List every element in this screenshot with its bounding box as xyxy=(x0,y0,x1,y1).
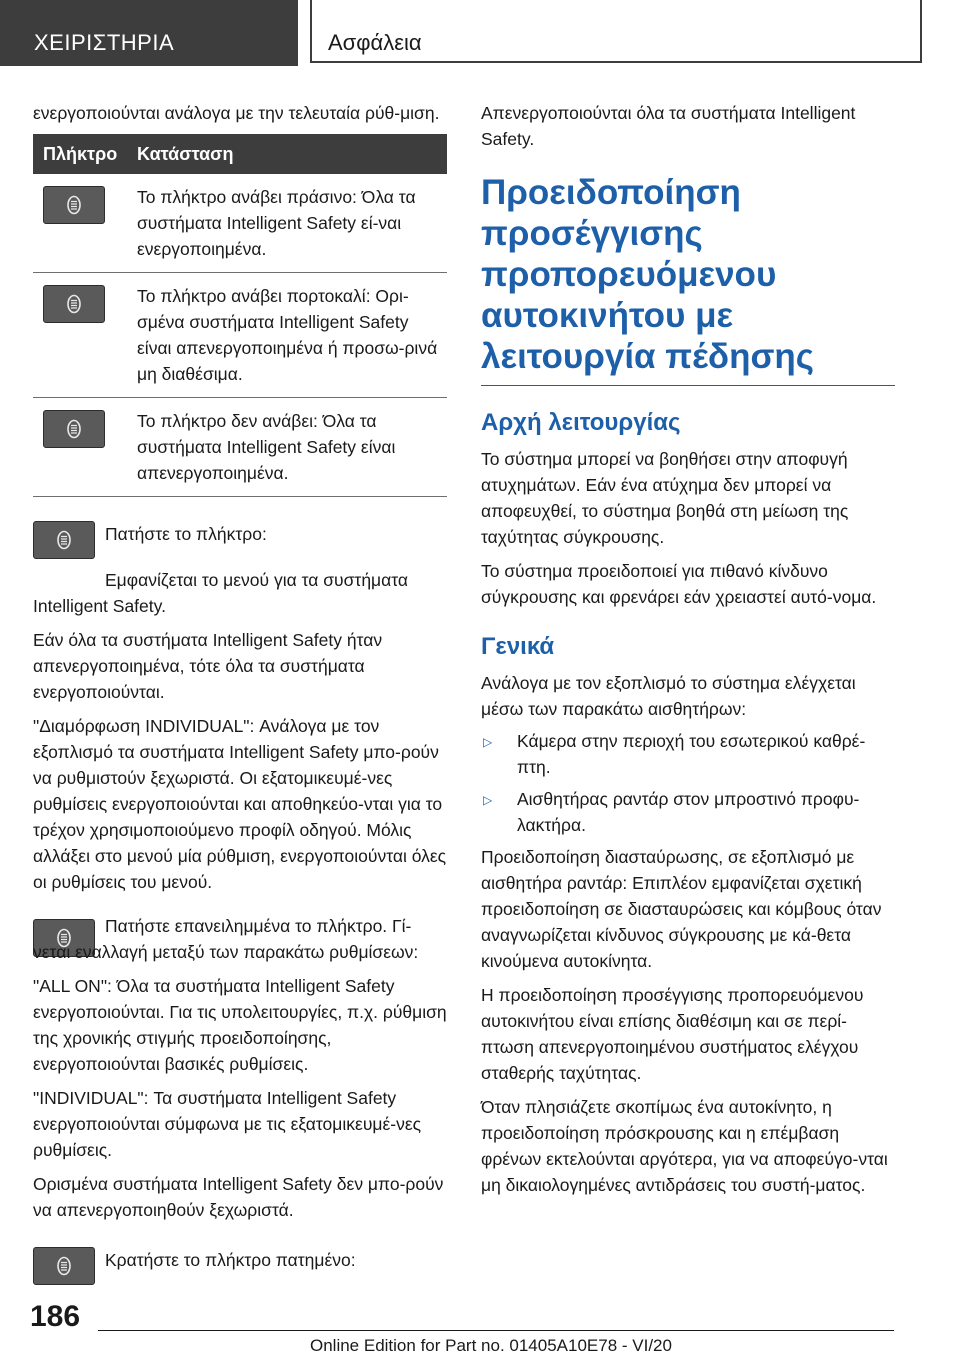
column-header-key: Πλήκτρο xyxy=(43,143,118,164)
general-paragraph: Η προειδοποίηση προσέγγισης προπορευόμενου αυτοκινήτου είναι επίσης διαθέσιμη και σε περί‐πτωση απενεργοποιημένου συστήματος ελέγχου σταθερής ταχύτητας. xyxy=(481,985,864,1083)
chapter-title: Ασφάλεια xyxy=(328,30,422,55)
intelligent-safety-button-icon xyxy=(43,186,105,224)
individual-text: "INDIVIDUAL": Τα συστήματα Intelligent Safety ενεργοποιούνται σύμφωνα με τις εξατομικευμέ‐νες ρυθμίσεις. xyxy=(33,1088,422,1160)
section-tab xyxy=(0,0,298,66)
section-heading: Προειδοποίηση προσέγγισης προπορευόμενου αυτοκινήτου με λειτουργία πέδησης xyxy=(481,172,895,386)
footer-divider xyxy=(98,1330,894,1331)
some-systems-text: Ορισμένα συστήματα Intelligent Safety δεν μπο‐ρούν να απενεργοποιηθούν ξεχωριστά. xyxy=(33,1174,444,1220)
triangle-bullet-icon: ▷ xyxy=(483,793,493,807)
press-hold-block xyxy=(33,1241,447,1285)
if-all-off-text: Εάν όλα τα συστήματα Intelligent Safety ήταν απενεργοποιημένα, τότε όλα τα συστήματα ενεργοποιούνται. xyxy=(33,630,383,702)
press-once-text: Πατήστε το πλήκτρο: xyxy=(105,524,267,544)
principle-paragraph: Το σύστημα προειδοποιεί για πιθανό κίνδυνο σύγκρουσης και φρενάρει εάν χρειαστεί αυτό‐νομα. xyxy=(481,561,877,607)
edition-footer: Online Edition for Part no. 01405A10E78 - VI/20 xyxy=(310,1336,672,1355)
left-column xyxy=(33,100,447,1285)
press-once-block xyxy=(33,515,447,559)
table-row xyxy=(33,398,447,497)
menu-shown-text: Εμφανίζεται το μενού για τα συστήματα Intelligent Safety. xyxy=(33,570,409,616)
intelligent-safety-button-icon xyxy=(43,410,105,448)
intro-text: ενεργοποιούνται ανάλογα με την τελευταία ρύθ‐μιση. xyxy=(33,103,440,123)
individual-setup-text: "Διαμόρφωση INDIVIDUAL": Ανάλογα με τον εξοπλισμό τα συστήματα Intelligent Safety μπο‐ρούν να ρυθμιστούν ξεχωριστά. Οι εξατομικευμέ‐νες ρυθμίσεις ενεργοποιούνται και αποθηκεύο‐νται για το τρέχον χρησιμοποιούμενο προφίλ οδηγού. Μόλις αλλάξει στο μενού μία ρύθμιση, ενεργοποιούνται όλες οι ρυθμίσεις του μενού. xyxy=(33,716,447,892)
general-paragraph: Ανάλογα με τον εξοπλισμό το σύστημα ελέγχεται μέσω των παρακάτω αισθητήρων: xyxy=(481,673,856,719)
continued-text: Απενεργοποιούνται όλα τα συστήματα Intelligent Safety. xyxy=(481,103,856,149)
right-column xyxy=(481,100,895,1198)
general-paragraph: Προειδοποίηση διασταύρωσης, σε εξοπλισμό με αισθητήρα ραντάρ: Επιπλέον εμφανίζεται σχετική προειδοποίηση σε διασταυρώσεις και κόμβους όταν αναγνωρίζεται κίνδυνος σύγκρουσης με κά‐θετα κινούμενα αυτοκίνητα. xyxy=(481,847,882,971)
press-hold-text: Κρατήστε το πλήκτρο πατημένο: xyxy=(105,1250,356,1270)
table-cell-state: Το πλήκτρο ανάβει πορτοκαλί: Ορι‐σμένα συστήματα Intelligent Safety είναι απενεργοποιημένα ή προσω‐ρινά μη διαθέσιμα. xyxy=(137,286,438,384)
table-cell-state: Το πλήκτρο ανάβει πράσινο: Όλα τα συστήματα Intelligent Safety εί‐ναι ενεργοποιημένα. xyxy=(137,187,416,259)
table-cell-state: Το πλήκτρο δεν ανάβει: Όλα τα συστήματα Intelligent Safety είναι απενεργοποιημένα. xyxy=(137,411,396,483)
press-repeat-text: Πατήστε επανειλημμένα το πλήκτρο. Γί‐νεται εναλλαγή μεταξύ των παρακάτω ρυθμίσεων: xyxy=(33,916,419,962)
principle-paragraph: Το σύστημα μπορεί να βοηθήσει στην αποφυγή ατυχημάτων. Εάν ένα ατύχημα δεν μπορεί να αποφευχθεί, το σύστημα βοηθά στη μείωση της ταχύτητας σύγκρουσης. xyxy=(481,449,849,547)
column-header-state: Κατάσταση xyxy=(137,143,234,164)
list-item-text: Αισθητήρας ραντάρ στον μπροστινό προφυ‐λακτήρα. xyxy=(517,789,860,835)
all-on-text: "ALL ON": Όλα τα συστήματα Intelligent Safety ενεργοποιούνται. Για τις υπολειτουργίες, π.χ. ρύθμιση της χρονικής στιγμής προειδοποίησης, ενεργοποιούνται βασικές ρυθμίσεις. xyxy=(33,976,447,1074)
general-heading: Γενικά xyxy=(481,633,555,660)
intelligent-safety-button-icon xyxy=(33,1247,95,1285)
page-number: 186 xyxy=(30,1300,81,1333)
section-title: ΧΕΙΡΙΣΤΗΡΙΑ xyxy=(34,30,175,55)
sensor-list xyxy=(481,728,895,838)
intelligent-safety-button-icon xyxy=(43,285,105,323)
table-header xyxy=(33,134,447,174)
list-item xyxy=(481,728,895,780)
principle-heading: Αρχή λειτουργίας xyxy=(481,409,681,436)
triangle-bullet-icon: ▷ xyxy=(483,735,493,749)
list-item xyxy=(481,786,895,838)
table-row xyxy=(33,174,447,273)
table-row xyxy=(33,273,447,398)
chapter-tab xyxy=(310,0,922,63)
list-item-text: Κάμερα στην περιοχή του εσωτερικού καθρέ‐πτη. xyxy=(517,731,866,777)
intelligent-safety-button-icon xyxy=(33,521,95,559)
general-paragraph: Όταν πλησιάζετε σκοπίμως ένα αυτοκίνητο, η προειδοποίηση πρόσκρουσης και η επέμβαση φρένων εκτελούνται αργότερα, για να αποφεύγο‐νται μη δικαιολογημένες αντιδράσεις του συστή‐ματος. xyxy=(481,1097,888,1195)
